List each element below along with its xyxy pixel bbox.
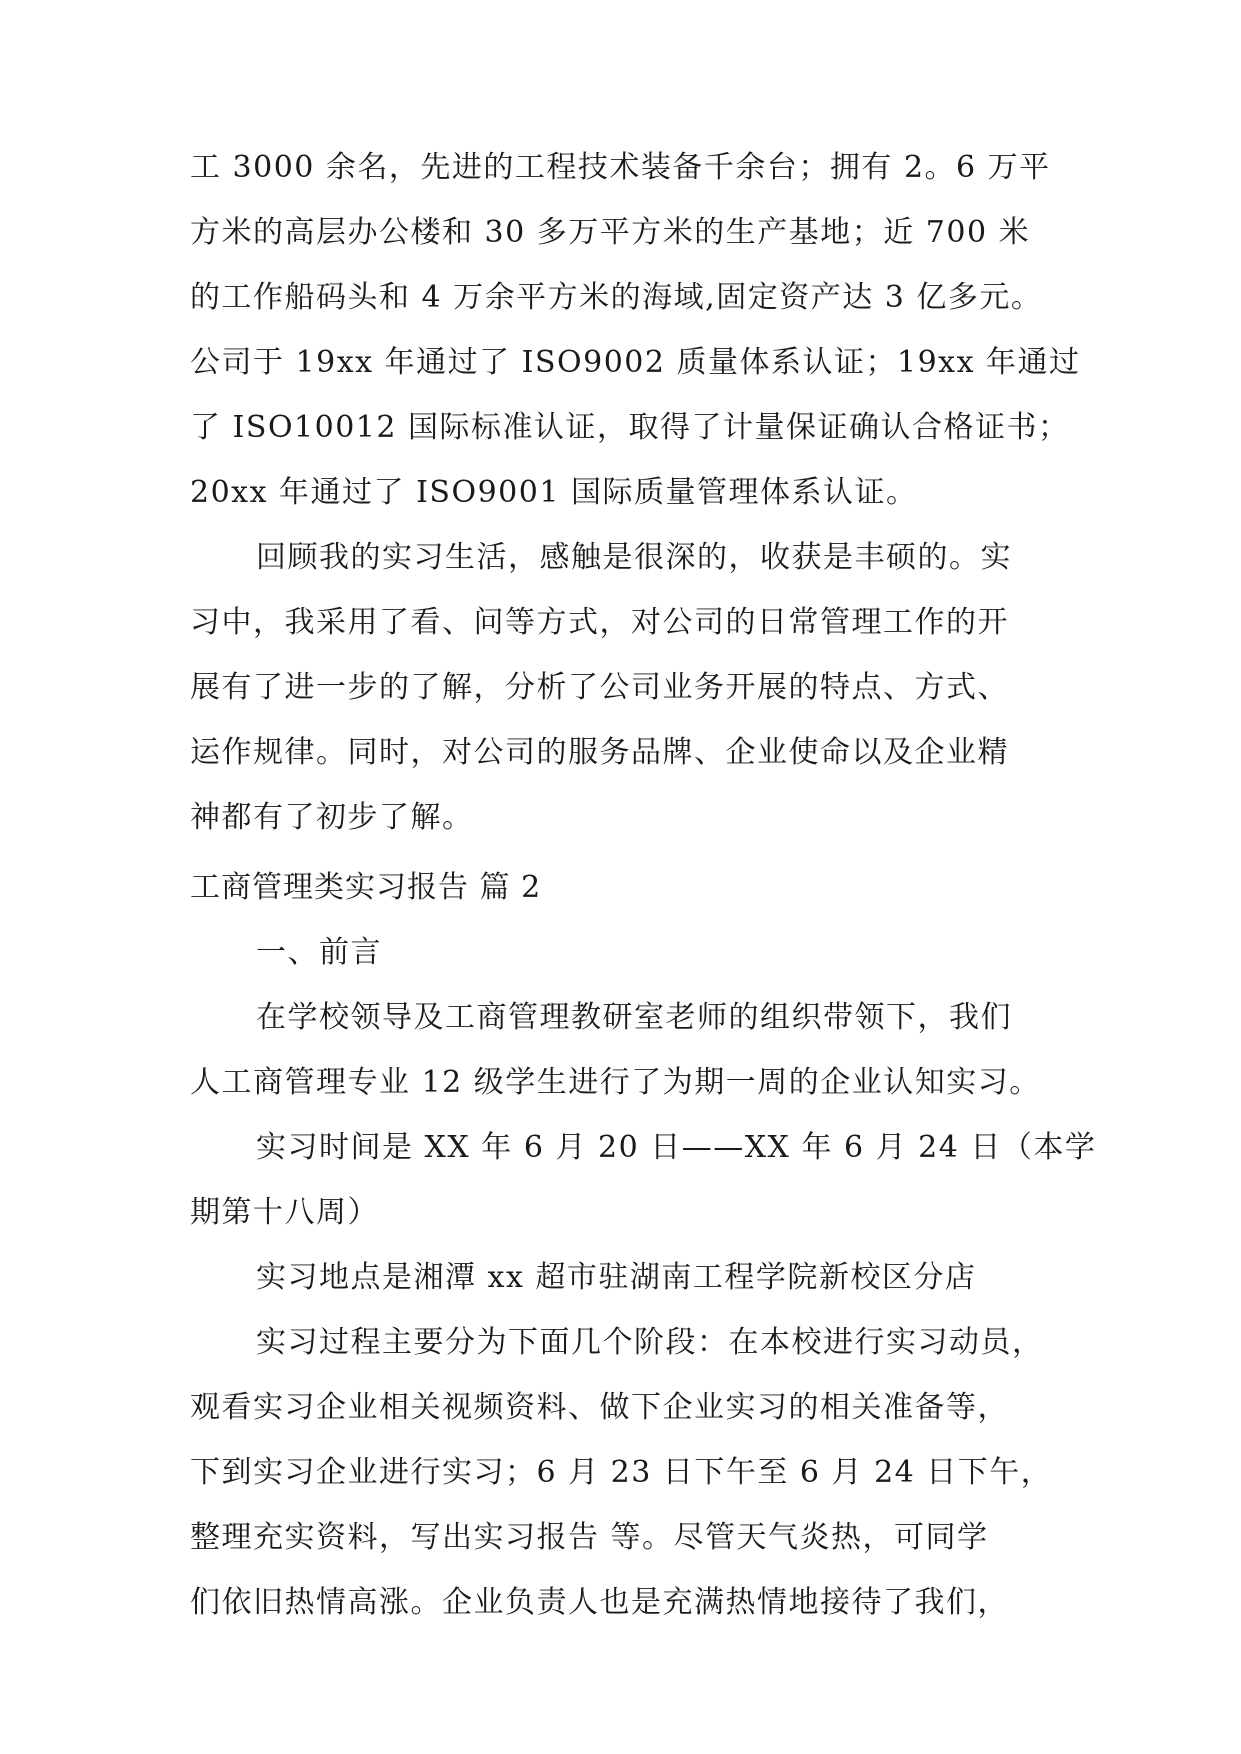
text-line: 回顾我的实习生活，感触是很深的，收获是丰硕的。实: [256, 540, 1012, 575]
text-line: 的工作船码头和 4 万余平方米的海域,固定资产达 3 亿多元。: [190, 280, 1043, 315]
text-line: 实习时间是 XX 年 6 月 20 日——XX 年 6 月 24 日（本学: [256, 1130, 1097, 1165]
text-line: 了 ISO10012 国际标准认证，取得了计量保证确认合格证书；: [190, 410, 1070, 445]
text-line: 工 3000 余名，先进的工程技术装备千余台；拥有 2。6 万平: [190, 150, 1051, 185]
section-heading: 工商管理类实习报告 篇 2: [190, 870, 542, 905]
text-line: 运作规律。同时，对公司的服务品牌、企业使命以及企业精: [190, 735, 1009, 770]
text-line: 展有了进一步的了解，分析了公司业务开展的特点、方式、: [190, 670, 1009, 705]
text-line: 期第十八周）: [190, 1195, 379, 1230]
section-2: [190, 855, 1097, 1635]
text-line: 方米的高层办公楼和 30 多万平方米的生产基地；近 700 米: [190, 215, 1031, 250]
section-subheading: 一、前言: [256, 935, 382, 970]
text-line: 习中，我采用了看、问等方式，对公司的日常管理工作的开: [190, 605, 1009, 640]
paragraph-review: [190, 525, 1070, 850]
text-line: 观看实习企业相关视频资料、做下企业实习的相关准备等，: [190, 1390, 1009, 1425]
paragraph-company-profile: [190, 135, 1081, 525]
text-line: 人工商管理专业 12 级学生进行了为期一周的企业认知实习。: [190, 1065, 1041, 1100]
text-line: 在学校领导及工商管理教研室老师的组织带领下，我们: [256, 1000, 1012, 1035]
text-line: 们依旧热情高涨。企业负责人也是充满热情地接待了我们，: [190, 1585, 1009, 1620]
text-line: 公司于 19xx 年通过了 ISO9002 质量体系认证；19xx 年通过: [190, 345, 1081, 380]
text-line: 20xx 年通过了 ISO9001 国际质量管理体系认证。: [190, 475, 918, 510]
text-line: 实习地点是湘潭 xx 超市驻湖南工程学院新校区分店: [256, 1260, 977, 1295]
text-line: 实习过程主要分为下面几个阶段：在本校进行实习动员，: [256, 1325, 1044, 1360]
text-line: 神都有了初步了解。: [190, 800, 474, 835]
text-line: 整理充实资料，写出实习报告 等。尽管天气炎热，可同学: [190, 1520, 989, 1555]
text-line: 下到实习企业进行实习；6 月 23 日下午至 6 月 24 日下午，: [190, 1455, 1053, 1490]
